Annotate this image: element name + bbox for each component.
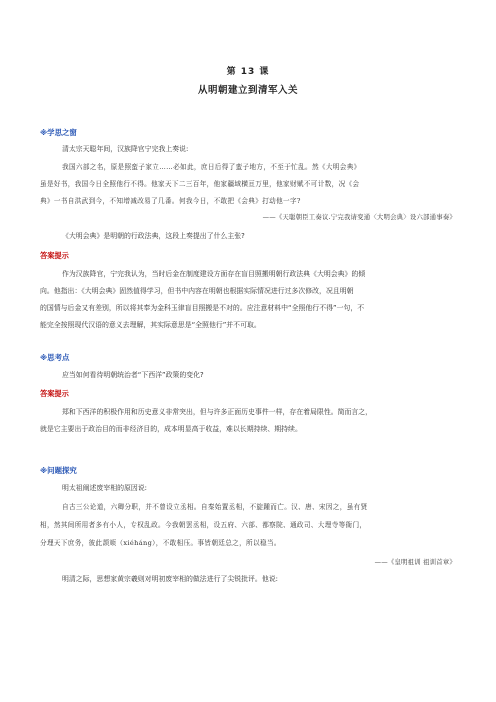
xuesi-source: ——《天聪朝臣工奏议.宁完我请变通〈大明会典〉设六部通事奏》 (262, 213, 456, 221)
wenti-source: ——《皇明祖训 祖训首章》 (374, 558, 456, 566)
hint-line: 能完全按照现代汉语的意义去理解，其实际意思是“全照他行”并不可取。 (40, 321, 261, 329)
quote-line: 我国六部之名，原是照蛮子家立……必如此，庶日后得了蛮子地方，不至于忙乱。然《大明会典》 (62, 163, 361, 171)
sikao-question: 应当如何看待明朝统治者“下西洋”政策的变化? (62, 371, 204, 379)
hint-line: 郑和下西洋的积极作用和历史意义非常突出，但与许多正面历史事件一样，存在着局限性。简而言之， (62, 408, 373, 416)
quote-line: 相，然其间所用者多有小人，专权乱政。今我朝罢丞相，设五府、六部、都察院、通政司、大理寺等衙门， (40, 521, 367, 529)
section-heading-wenti: ※问题探究 (40, 466, 77, 475)
quote-line: 虽是好书，我国今日全照他行不得。他家天下二三百年，他家疆域横亘万里，他家财赋不可计数，况《会 (40, 180, 360, 188)
hint-line: 作为汉族降官，宁完我认为，当时后金在制度建设方面存在盲目照搬明朝行政法典《大明会典》的倾 (62, 270, 366, 278)
lesson-title: 从明朝建立到清军入关 (197, 85, 298, 96)
answer-hint-label: 答案提示 (40, 251, 69, 260)
hint-line: 向。他指出：《大明会典》固然值得学习，但书中内容在明朝也根据实际情况进行过多次修改，况且明朝 (40, 287, 354, 295)
hint-line: 就是它主要出于政治目的而非经济目的，成本明显高于收益，难以长期持续、期持续。 (40, 425, 302, 433)
quote-line: 典》一书自洪武到今，不知增减改易了几番。何我今日，不敢把《会典》打动他一字? (40, 197, 301, 205)
section-heading-xuesi: ※学思之窗 (40, 128, 77, 137)
quote-line: 自古三公论道，六卿分职，并不曾设立丞相。自秦始置丞相，不旋踵而亡。汉、唐、宋因之，虽有贤 (62, 503, 368, 511)
answer-hint-label: 答案提示 (40, 389, 69, 398)
xuesi-intro: 清太宗天聪年间，汉族降官宁完我上奏说: (62, 145, 189, 153)
quote-line: 分理天下庶务，彼此颉颃（xiéháng），不敢相压。事皆朝廷总之，所以稳当。 (40, 539, 281, 547)
wenti-intro: 明太祖阐述废宰相的原因说: (62, 484, 148, 492)
lesson-number: 第 13 课 (226, 67, 270, 77)
hint-line: 的国情与后金又有差别，所以将其奉为金科玉律盲目照搬是不对的。应注意材料中“全照他行不得”一句，不 (40, 304, 365, 312)
wenti-outro: 明清之际，思想家黄宗羲则对明初废宰相的做法进行了尖锐批评。他说: (62, 575, 278, 583)
section-heading-sikao: ※思考点 (40, 353, 70, 362)
xuesi-question: 《大明会典》是明朝的行政法典，这段上奏提出了什么主张? (62, 232, 245, 240)
